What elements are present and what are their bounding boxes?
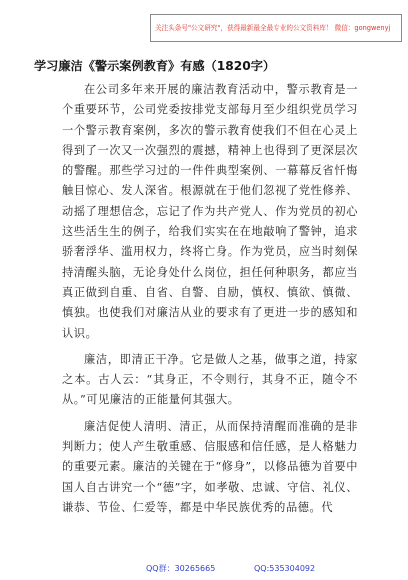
paragraph-2: 廉洁，即清正干净。它是做人之基，做事之道，持家之本。古人云：“其身正，不令则行，其身不正，随令不从。”可见廉洁的正能量何其强大。 (62, 352, 358, 407)
document-body (62, 80, 358, 524)
footer-qq: QQ:535304092 (254, 564, 316, 573)
promo-banner (150, 14, 402, 42)
paragraph-3: 廉洁促使人清明、清正，从而保持清醒而准确的是非判断力；使人产生敬重感、信服感和信任感，是人格魅力的重要元素。廉洁的关键在于“修身”，以修品德为首要中国人自古讲究一个“德”字，如孝敬、忠诚、守信、礼仪、谦恭、节俭、仁爱等，都是中华民族优秀的品德。代 (62, 419, 358, 514)
document-title: 学习廉洁《警示案例教育》有感（1820字） (34, 59, 276, 73)
paragraph-1: 在公司多年来开展的廉洁教育活动中，警示教育是一个重要环节，公司党委按排党支部每月至少组织党员学习一个警示教育案例，多次的警示教育使我们不但在心灵上得到了一次又一次强烈的震撼，精神上也得到了更深层次的警醒。那些学习过的一件件典型案例、一幕幕反省忏悔触目惊心、发人深省。根源就在于他们忽视了党性修养、动摇了理想信念，忘记了作为共产党人、作为党员的初心这些活生生的例子，给我们实实在在地敲响了警钟，追求骄奢浮华、滥用权力，终将亡身。作为党员，应当时刻保持清醒头脑，无论身处什么岗位，担任何种职务，都应当真正做到自重、自省、自警、自励，慎权、慎欲、慎微、慎独。也使我们对廉洁从业的要求有了更进一步的感知和认识。 (62, 83, 358, 340)
footer-qq-group: QQ群：30265665 (146, 564, 216, 573)
promo-banner-text: 关注头条号"公文研究"，获得最新最全最专业的公文资料库！ 微信：gongwenyj (155, 24, 391, 32)
page-footer (0, 562, 408, 576)
